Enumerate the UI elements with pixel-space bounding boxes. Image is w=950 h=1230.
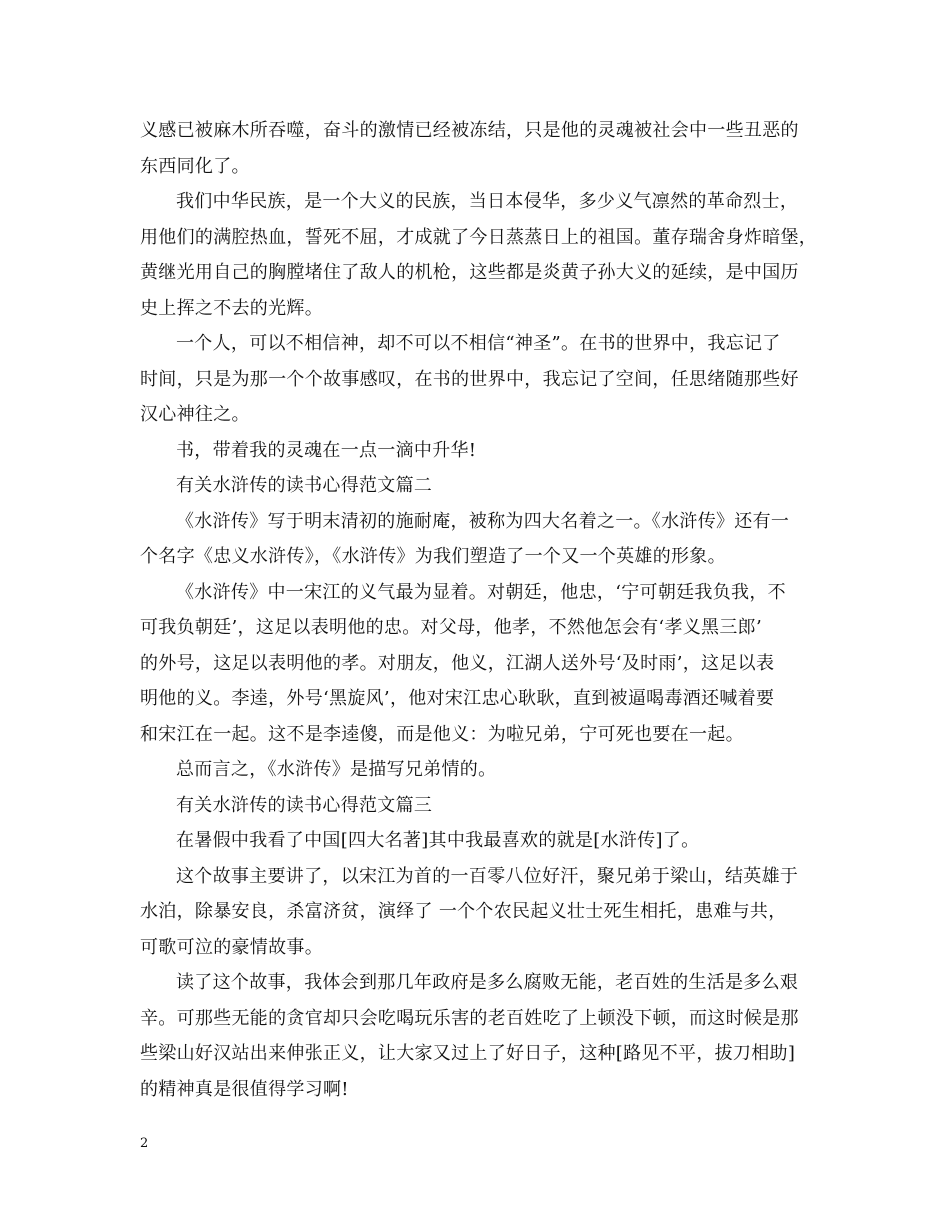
text-line: 读了这个故事，我体会到那几年政府是多么腐败无能，老百姓的生活是多么艰: [176, 972, 799, 993]
text-line: 有关水浒传的读书心得范文篇二: [176, 475, 433, 496]
text-line: 有关水浒传的读书心得范文篇三: [176, 794, 433, 816]
text-line: 《水浒传》写于明末清初的施耐庵，被称为四大名着之一。《水浒传》还有一: [176, 510, 790, 532]
text-line: 些梁山好汉站出来伸张正义，让大家又过上了好日子，这种[路见不平，拔刀相助]: [140, 1043, 796, 1064]
text-line: 和宋江在一起。这不是李逵傻，而是他义：为啦兄弟，宁可死也要在一起。: [140, 723, 744, 745]
text-line: 《水浒传》中一宋江的义气最为显着。对朝廷，他忠，‘宁可朝廷我负我，不: [176, 581, 786, 603]
page-number: 2: [140, 1136, 149, 1151]
text-line: 这个故事主要讲了，以宋江为首的一百零八位好汗，聚兄弟于梁山，结英雄于: [176, 865, 799, 887]
text-line: 的外号，这足以表明他的孝。对朋友，他义，江湖人送外号‘及时雨’，这足以表: [140, 652, 775, 674]
text-line: 义感已被麻木所吞噬，奋斗的激情已经被冻结，只是他的灵魂被社会中一些丑恶的: [140, 120, 799, 141]
text-line: 汉心神往之。: [140, 404, 250, 425]
text-line: 史上挥之不去的光辉。: [140, 297, 323, 319]
text-line: 一个人，可以不相信神，却不可以不相信“神圣”。在书的世界中，我忘记了: [176, 333, 781, 354]
text-line: 个名字《忠义水浒传》，《水浒传》为我们塑造了一个又一个英雄的形象。: [140, 546, 726, 567]
document-body: [140, 113, 820, 1107]
text-line: 可我负朝廷’，这足以表明他的忠。对父母，他孝，不然他怎会有‘孝义黑三郎’: [140, 617, 762, 638]
text-line: 东西同化了。: [140, 155, 250, 177]
text-line: 黄继光用自己的胸膛堵住了敌人的机枪，这些都是炎黄子孙大义的延续，是中国历: [140, 262, 799, 283]
text-line: 用他们的满腔热血，誓死不屈，才成就了今日蒸蒸日上的祖国。董存瑞舍身炸暗堡，: [140, 226, 818, 248]
text-line: 我们中华民族，是一个大义的民族，当日本侵华，多少义气凛然的革命烈士，: [176, 191, 799, 212]
text-line: 明他的义。李逵，外号‘黑旋风’，他对宋江忠心耿耿，直到被逼喝毒酒还喊着要: [140, 688, 775, 709]
text-line: 水泊，除暴安良，杀富济贫，演绎了 一个个农民起义壮士死生相托，患难与共，: [140, 901, 787, 922]
text-line: 辛。可那些无能的贪官却只会吃喝玩乐害的老百姓吃了上顿没下顿，而这时候是那: [140, 1007, 799, 1029]
text-line: 的精神真是很值得学习啊!: [140, 1078, 349, 1100]
text-line: 书，带着我的灵魂在一点一滴中升华!: [176, 439, 477, 461]
text-line: 总而言之，《水浒传》是描写兄弟情的。: [176, 759, 497, 780]
text-line: 在暑假中我看了中国[四大名著]其中我最喜欢的就是[水浒传]了。: [176, 830, 700, 851]
text-line: 时间，只是为那一个个故事感叹，在书的世界中，我忘记了空间，任思绪随那些好: [140, 368, 799, 390]
text-line: 可歌可泣的豪情故事。: [140, 936, 323, 958]
